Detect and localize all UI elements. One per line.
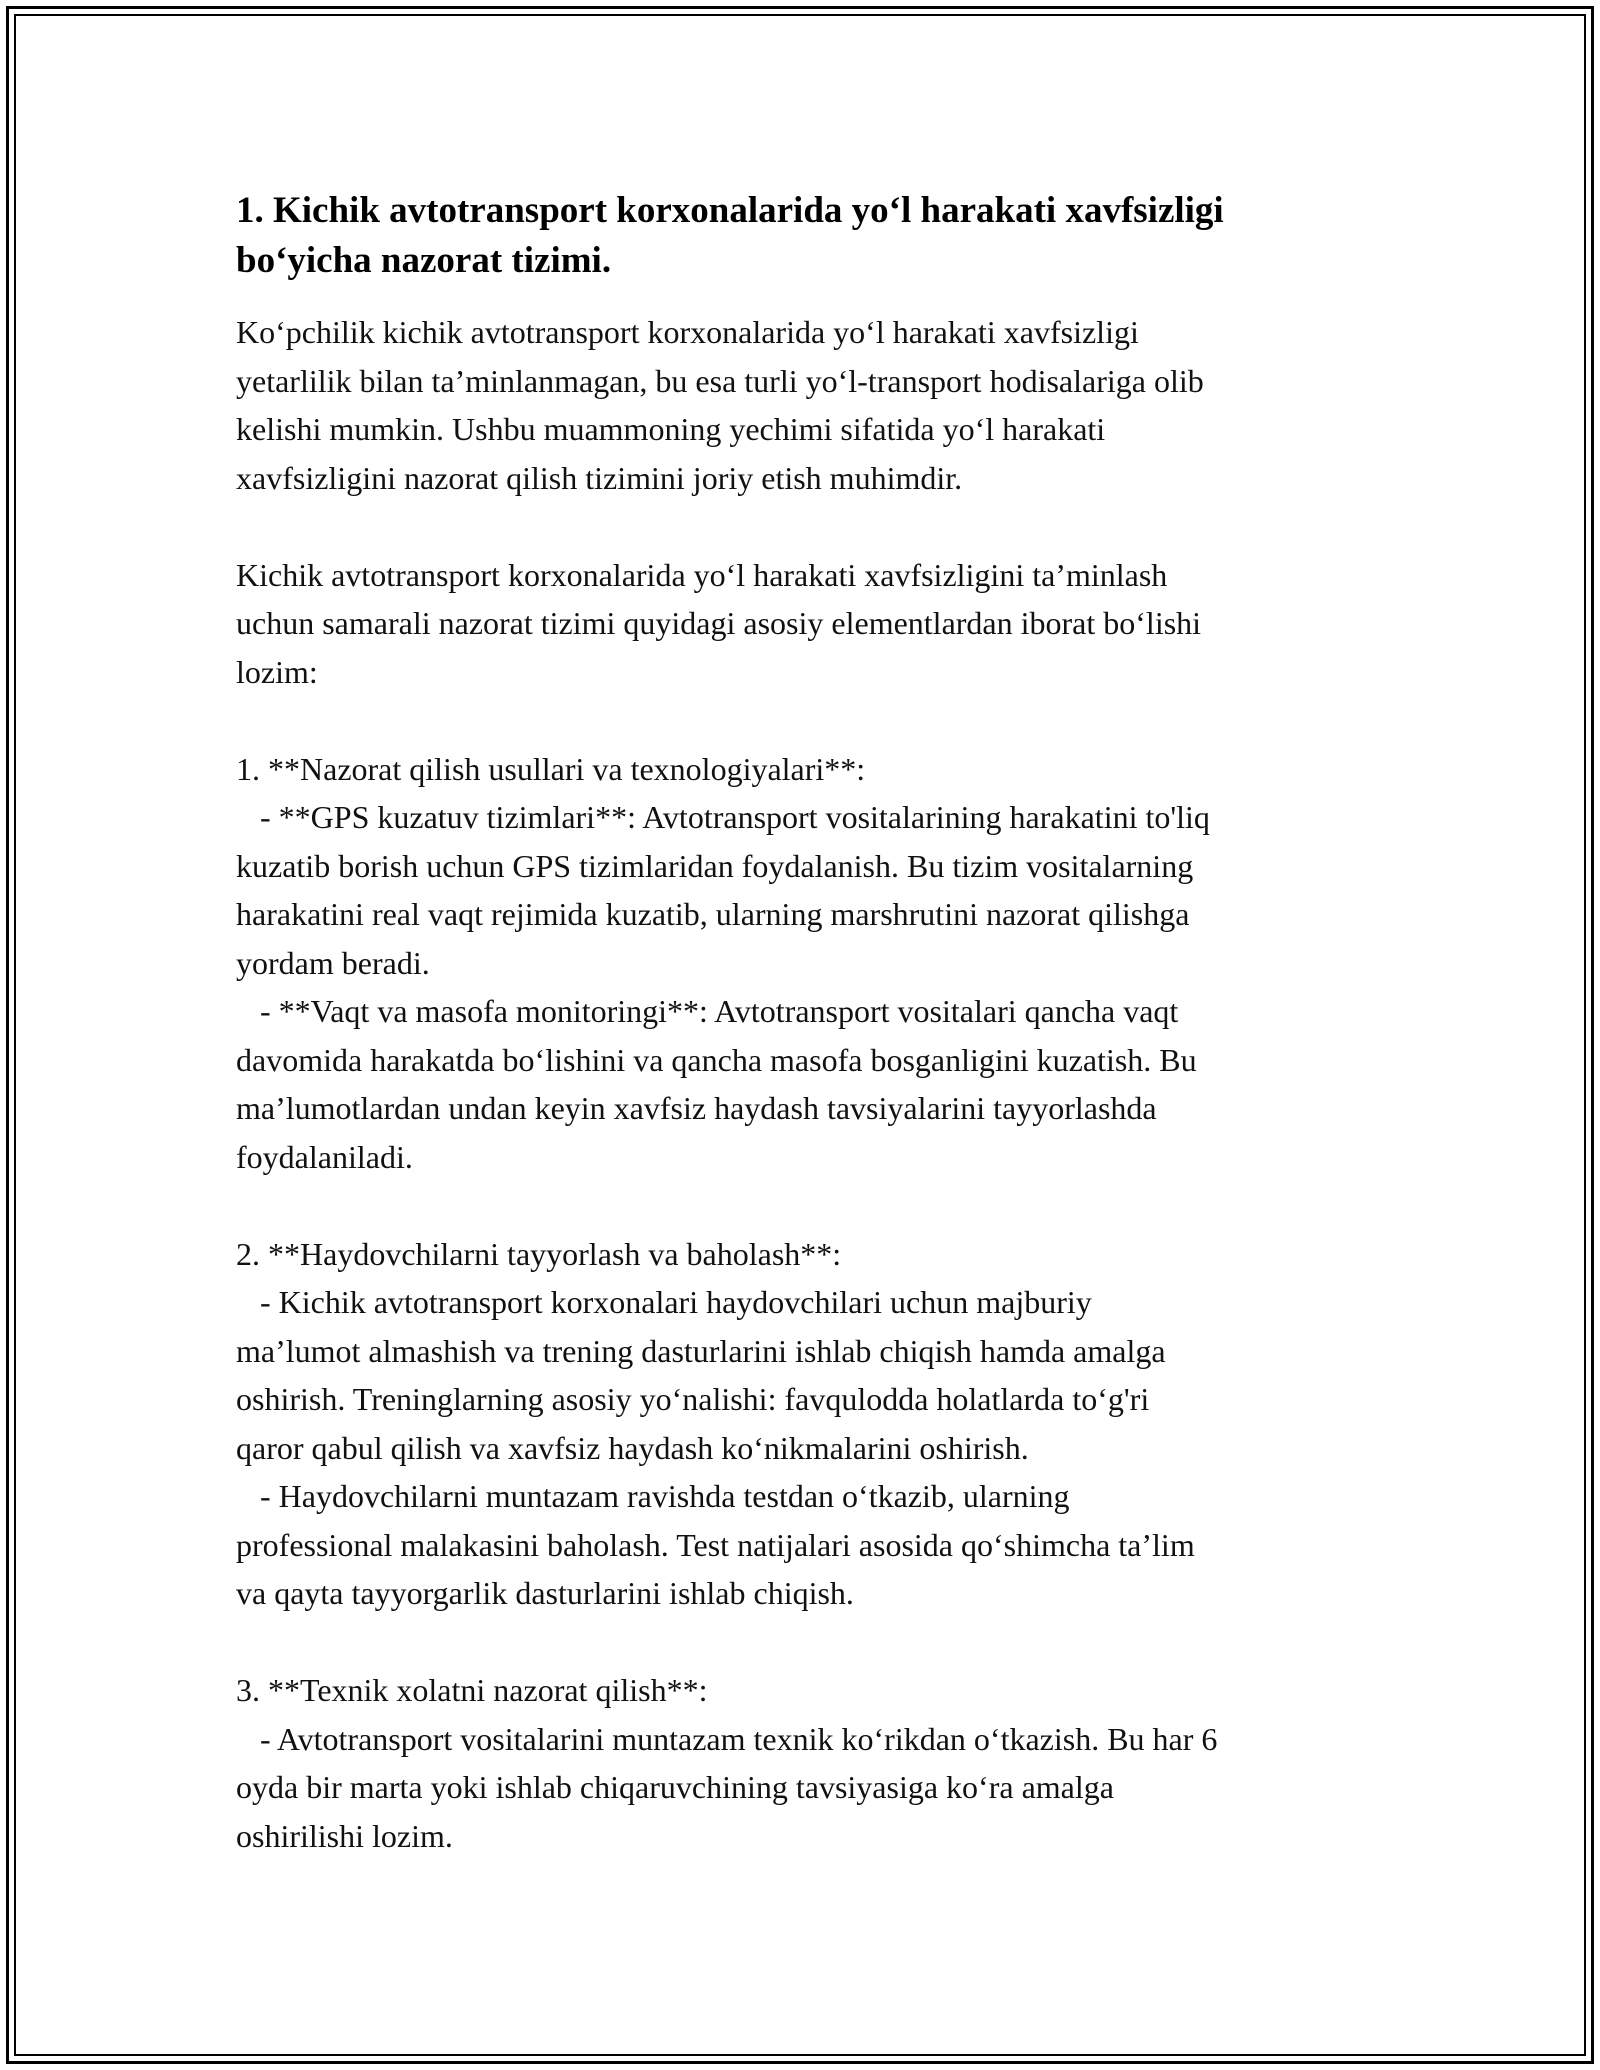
- paragraph-elements: [236, 551, 1376, 697]
- heading-line: 1. Kichik avtotransport korxonalarida yo‘l harakati xavfsizligi: [236, 190, 1224, 231]
- text-line: lozim:: [236, 653, 318, 690]
- text-line: - **Vaqt va masofa monitoringi**: Avtotransport vositalari qancha vaqt: [236, 993, 1179, 1029]
- text-line: - Avtotransport vositalarini muntazam texnik ko‘rikdan o‘tkazish. Bu har 6: [236, 1720, 1218, 1757]
- text-line: oshirilishi lozim.: [236, 1817, 453, 1854]
- text-line: 3. **Texnik xolatni nazorat qilish**:: [236, 1672, 708, 1708]
- text-line: - **GPS kuzatuv tizimlari**: Avtotransport vositalarining harakatini to'liq: [236, 799, 1210, 835]
- paragraph-gap: [236, 696, 1376, 745]
- paragraph-item-1: [236, 745, 1376, 1182]
- paragraph-gap: [236, 502, 1376, 551]
- heading-line: bo‘yicha nazorat tizimi.: [236, 240, 612, 281]
- paragraph-intro: [236, 308, 1376, 502]
- text-line: harakatini real vaqt rejimida kuzatib, ularning marshrutini nazorat qilishga: [236, 896, 1190, 932]
- document-heading: [236, 186, 1376, 286]
- text-line: oshirish. Treninglarning asosiy yo‘nalishi: favqulodda holatlarda to‘g'ri: [236, 1381, 1150, 1417]
- text-line: uchun samarali nazorat tizimi quyidagi asosiy elementlardan iborat bo‘lishi: [236, 605, 1202, 641]
- text-line: kelishi mumkin. Ushbu muammoning yechimi sifatida yo‘l harakati: [236, 411, 1106, 447]
- paragraph-gap: [236, 1618, 1376, 1667]
- text-line: foydalaniladi.: [236, 1138, 413, 1175]
- text-line: Kichik avtotransport korxonalarida yo‘l harakati xavfsizligini ta’minlash: [236, 556, 1168, 593]
- text-line: - Kichik avtotransport korxonalari haydovchilari uchun majburiy: [236, 1284, 1092, 1320]
- text-line: 2. **Haydovchilarni tayyorlash va baholash**:: [236, 1235, 842, 1272]
- text-line: qaror qabul qilish va xavfsiz haydash ko‘nikmalarini oshirish.: [236, 1429, 1029, 1466]
- text-line: oyda bir marta yoki ishlab chiqaruvchining tavsiyasiga ko‘ra amalga: [236, 1769, 1114, 1805]
- text-line: ma’lumot almashish va trening dasturlarini ishlab chiqish hamda amalga: [236, 1332, 1166, 1369]
- text-line: 1. **Nazorat qilish usullari va texnologiyalari**:: [236, 750, 866, 787]
- text-line: - Haydovchilarni muntazam ravishda testdan o‘tkazib, ularning: [236, 1478, 1070, 1514]
- text-line: ma’lumotlardan undan keyin xavfsiz haydash tavsiyalarini tayyorlashda: [236, 1090, 1157, 1126]
- document-body: [236, 186, 1376, 1860]
- paragraph-gap: [236, 1181, 1376, 1230]
- paragraph-item-2: [236, 1230, 1376, 1618]
- text-line: davomida harakatda bo‘lishini va qancha masofa bosganligini kuzatish. Bu: [236, 1041, 1197, 1078]
- text-line: yordam beradi.: [236, 944, 430, 981]
- text-line: yetarlilik bilan ta’minlanmagan, bu esa turli yo‘l-transport hodisalariga olib: [236, 362, 1204, 399]
- text-line: kuzatib borish uchun GPS tizimlaridan foydalanish. Bu tizim vositalarning: [236, 847, 1194, 884]
- text-line: xavfsizligini nazorat qilish tizimini joriy etish muhimdir.: [236, 459, 963, 496]
- text-line: Ko‘pchilik kichik avtotransport korxonalarida yo‘l harakati xavfsizligi: [236, 314, 1139, 350]
- paragraph-item-3: [236, 1666, 1376, 1860]
- text-line: professional malakasini baholash. Test natijalari asosida qo‘shimcha ta’lim: [236, 1526, 1195, 1563]
- text-line: va qayta tayyorgarlik dasturlarini ishlab chiqish.: [236, 1575, 854, 1611]
